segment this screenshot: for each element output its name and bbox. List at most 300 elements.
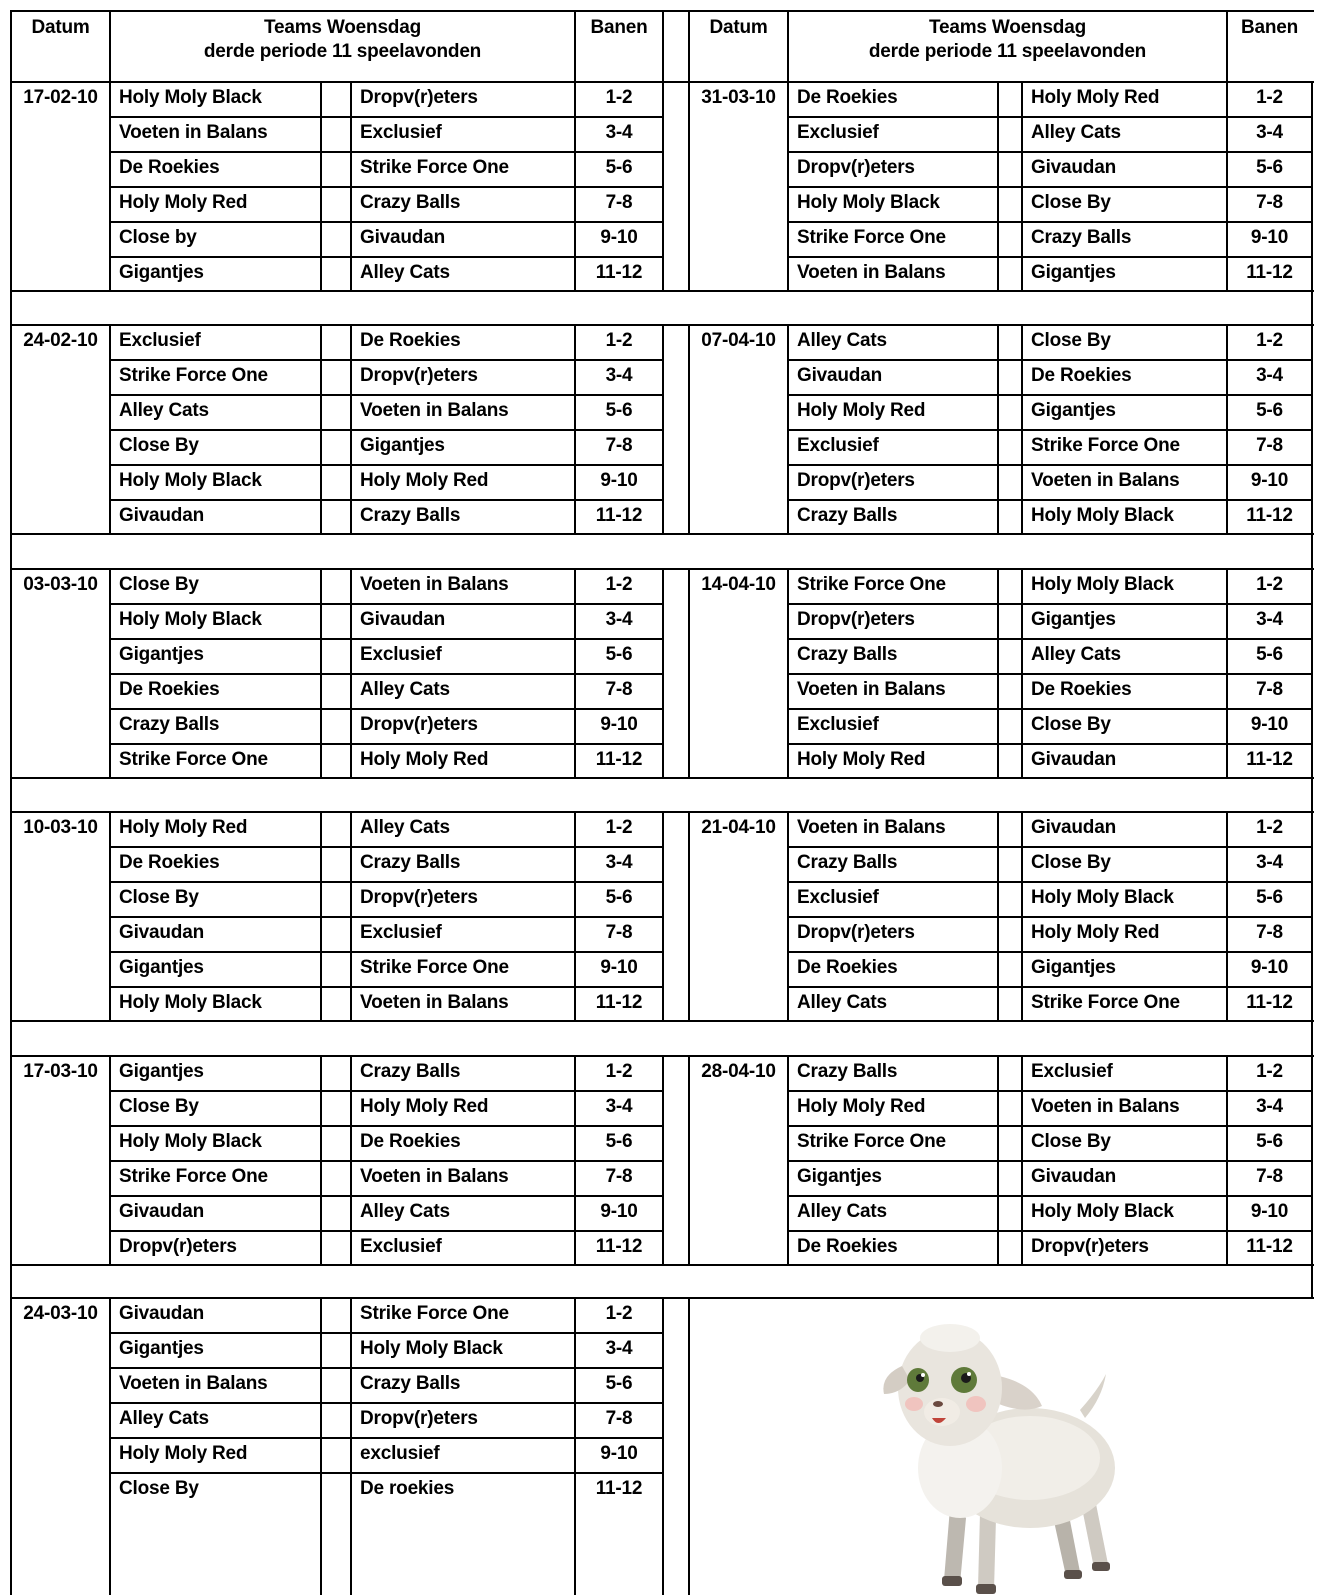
- lane-number: 1-2: [605, 1061, 633, 1082]
- team-away: Dropv(r)eters: [1031, 1236, 1149, 1257]
- team-home: Alley Cats: [797, 330, 887, 351]
- lane-number: 9-10: [600, 1201, 638, 1222]
- lane-number: 5-6: [605, 1373, 633, 1394]
- team-home: Holy Moly Red: [119, 192, 248, 213]
- block-top-border: [11, 324, 1314, 326]
- match-date: 14-04-10: [701, 574, 776, 595]
- team-away: Voeten in Balans: [360, 574, 509, 595]
- grid-line: [688, 1056, 690, 1265]
- team-away: Exclusief: [1031, 1061, 1113, 1082]
- team-away: Givaudan: [1031, 157, 1116, 178]
- team-home: Voeten in Balans: [797, 679, 946, 700]
- lane-number: 9-10: [1250, 470, 1289, 491]
- row-divider: [110, 1195, 663, 1197]
- lane-number: 5-6: [605, 157, 633, 178]
- team-home: Gigantjes: [119, 1338, 204, 1359]
- grid-line: [787, 10, 789, 82]
- team-home: Strike Force One: [797, 574, 946, 595]
- row-divider: [110, 1437, 663, 1439]
- lane-number: 7-8: [605, 192, 633, 213]
- team-home: Voeten in Balans: [797, 817, 946, 838]
- team-home: Holy Moly Black: [797, 192, 940, 213]
- grid-line: [688, 82, 690, 291]
- lane-number: 11-12: [595, 992, 643, 1013]
- team-home: Givaudan: [119, 922, 204, 943]
- team-home: Holy Moly Red: [797, 749, 926, 770]
- row-divider: [110, 603, 663, 605]
- team-home: De Roekies: [119, 679, 220, 700]
- team-home: Crazy Balls: [797, 852, 898, 873]
- team-away: Holy Moly Red: [360, 1096, 489, 1117]
- team-home: Holy Moly Black: [119, 609, 262, 630]
- match-date: 31-03-10: [701, 87, 776, 108]
- team-away: Crazy Balls: [1031, 227, 1132, 248]
- grid-line: [350, 1298, 352, 1595]
- lane-number: 3-4: [605, 122, 633, 143]
- row-divider: [110, 986, 663, 988]
- team-away: Voeten in Balans: [1031, 470, 1180, 491]
- team-home: Crazy Balls: [797, 644, 898, 665]
- match-date: 07-04-10: [701, 330, 776, 351]
- row-divider: [110, 1367, 663, 1369]
- team-home: Gigantjes: [119, 1061, 204, 1082]
- lamb-area-top-border: [689, 1297, 1314, 1299]
- lane-number: 11-12: [1246, 992, 1293, 1013]
- header-datum: Datum: [709, 17, 768, 38]
- team-away: Strike Force One: [360, 957, 509, 978]
- team-home: Voeten in Balans: [119, 1373, 268, 1394]
- team-home: Holy Moly Red: [119, 817, 248, 838]
- lane-number: 5-6: [1256, 887, 1283, 908]
- lane-number: 9-10: [600, 957, 638, 978]
- team-away: Holy Moly Red: [1031, 922, 1160, 943]
- team-home: Close By: [119, 887, 199, 908]
- header-teams-subtitle: derde periode 11 speelavonden: [203, 41, 482, 62]
- lane-number: 3-4: [1256, 1096, 1283, 1117]
- lane-number: 7-8: [1256, 192, 1283, 213]
- row-divider: [110, 186, 663, 188]
- team-home: Alley Cats: [119, 400, 209, 421]
- row-divider: [788, 1160, 1312, 1162]
- team-away: Crazy Balls: [360, 1061, 461, 1082]
- row-divider: [788, 603, 1312, 605]
- team-away: Crazy Balls: [360, 1373, 461, 1394]
- block-bottom-border: [11, 1020, 690, 1022]
- row-divider: [788, 916, 1312, 918]
- table-right-border: [1311, 534, 1313, 569]
- team-home: Close by: [119, 227, 197, 248]
- lane-number: 1-2: [1256, 817, 1283, 838]
- lane-number: 1-2: [605, 574, 633, 595]
- row-divider: [110, 916, 663, 918]
- row-divider: [788, 846, 1312, 848]
- team-home: Alley Cats: [797, 1201, 887, 1222]
- header-banen: Banen: [590, 17, 648, 38]
- row-divider: [110, 151, 663, 153]
- team-away: Strike Force One: [1031, 435, 1180, 456]
- row-divider: [788, 499, 1312, 501]
- row-divider: [110, 221, 663, 223]
- lane-number: 7-8: [1256, 922, 1283, 943]
- block-top-border: [11, 568, 1314, 570]
- team-home: Gigantjes: [119, 957, 204, 978]
- match-date: 28-04-10: [701, 1061, 776, 1082]
- team-away: Givaudan: [360, 227, 445, 248]
- team-away: Alley Cats: [360, 262, 450, 283]
- team-away: Voeten in Balans: [360, 992, 509, 1013]
- grid-line: [688, 10, 690, 82]
- match-date: 03-03-10: [23, 574, 98, 595]
- row-divider: [788, 673, 1312, 675]
- lane-number: 11-12: [1246, 262, 1293, 283]
- team-away: Close By: [1031, 714, 1111, 735]
- row-divider: [788, 359, 1312, 361]
- team-away: Exclusief: [360, 922, 442, 943]
- team-away: Givaudan: [1031, 817, 1116, 838]
- row-divider: [788, 881, 1312, 883]
- team-home: Holy Moly Black: [119, 87, 262, 108]
- lane-number: 11-12: [595, 749, 643, 770]
- team-home: De Roekies: [119, 852, 220, 873]
- row-divider: [788, 743, 1312, 745]
- lane-number: 5-6: [1256, 400, 1283, 421]
- lane-number: 3-4: [1256, 609, 1283, 630]
- team-away: Gigantjes: [1031, 262, 1116, 283]
- row-divider: [788, 708, 1312, 710]
- row-divider: [110, 1230, 663, 1232]
- row-divider: [788, 116, 1312, 118]
- team-away: Exclusief: [360, 122, 442, 143]
- team-away: Alley Cats: [360, 679, 450, 700]
- team-home: Strike Force One: [119, 1166, 268, 1187]
- row-divider: [788, 394, 1312, 396]
- lane-number: 5-6: [605, 1131, 633, 1152]
- row-divider: [110, 359, 663, 361]
- team-home: Dropv(r)eters: [797, 157, 915, 178]
- match-date: 17-02-10: [23, 87, 98, 108]
- lane-number: 3-4: [605, 365, 633, 386]
- team-home: Dropv(r)eters: [119, 1236, 237, 1257]
- team-away: Crazy Balls: [360, 505, 461, 526]
- team-away: Alley Cats: [360, 817, 450, 838]
- block-bottom-border: [11, 1264, 690, 1266]
- team-away: Holy Moly Red: [360, 749, 489, 770]
- lane-number: 9-10: [1250, 1201, 1289, 1222]
- team-home: De Roekies: [797, 1236, 898, 1257]
- block-bottom-border: [11, 777, 690, 779]
- block-bottom-border: [689, 533, 1314, 535]
- team-away: Dropv(r)eters: [360, 714, 478, 735]
- team-away: De roekies: [360, 1478, 455, 1499]
- team-home: Exclusief: [797, 122, 879, 143]
- team-away: Close By: [1031, 852, 1111, 873]
- row-divider: [788, 256, 1312, 258]
- team-away: Strike Force One: [360, 157, 509, 178]
- team-away: Alley Cats: [360, 1201, 450, 1222]
- team-away: Holy Moly Red: [360, 470, 489, 491]
- row-divider: [110, 673, 663, 675]
- team-away: De Roekies: [360, 1131, 461, 1152]
- lane-number: 1-2: [605, 330, 633, 351]
- team-away: Exclusief: [360, 1236, 442, 1257]
- lane-number: 5-6: [1256, 157, 1283, 178]
- lane-number: 11-12: [595, 1478, 643, 1499]
- team-away: Givaudan: [1031, 1166, 1116, 1187]
- row-divider: [788, 1230, 1312, 1232]
- row-divider: [788, 638, 1312, 640]
- team-home: De Roekies: [797, 87, 898, 108]
- team-home: Close By: [119, 1478, 199, 1499]
- team-away: Close By: [1031, 330, 1111, 351]
- team-home: Givaudan: [797, 365, 882, 386]
- grid-line: [688, 1298, 690, 1595]
- team-away: Voeten in Balans: [360, 400, 509, 421]
- team-away: Holy Moly Black: [1031, 505, 1174, 526]
- row-divider: [788, 1090, 1312, 1092]
- team-away: Close By: [1031, 192, 1111, 213]
- team-home: Gigantjes: [119, 644, 204, 665]
- team-home: Exclusief: [797, 435, 879, 456]
- row-divider: [788, 151, 1312, 153]
- lane-number: 7-8: [1256, 679, 1283, 700]
- lane-number: 1-2: [1256, 87, 1283, 108]
- team-away: Gigantjes: [1031, 400, 1116, 421]
- block-top-border: [11, 811, 1314, 813]
- team-away: De Roekies: [1031, 679, 1132, 700]
- lane-number: 11-12: [595, 1236, 643, 1257]
- lane-number: 9-10: [1250, 714, 1289, 735]
- team-home: Gigantjes: [119, 262, 204, 283]
- lane-number: 9-10: [600, 470, 638, 491]
- row-divider: [788, 429, 1312, 431]
- team-away: Gigantjes: [1031, 609, 1116, 630]
- team-home: Dropv(r)eters: [797, 470, 915, 491]
- row-divider: [110, 638, 663, 640]
- team-home: Strike Force One: [119, 365, 268, 386]
- lane-number: 3-4: [605, 609, 633, 630]
- row-divider: [788, 1125, 1312, 1127]
- row-divider: [110, 743, 663, 745]
- team-away: Voeten in Balans: [360, 1166, 509, 1187]
- table-left-border: [10, 10, 12, 1595]
- row-divider: [788, 464, 1312, 466]
- lane-number: 1-2: [1256, 574, 1283, 595]
- team-home: Alley Cats: [119, 1408, 209, 1429]
- team-home: Alley Cats: [797, 992, 887, 1013]
- lane-number: 7-8: [605, 679, 633, 700]
- grid-line: [662, 10, 664, 82]
- team-home: Close By: [119, 1096, 199, 1117]
- block-bottom-border: [689, 1264, 1314, 1266]
- lane-number: 7-8: [1256, 1166, 1283, 1187]
- lane-number: 1-2: [605, 1303, 633, 1324]
- block-bottom-border: [689, 1020, 1314, 1022]
- team-home: Exclusief: [797, 714, 879, 735]
- lane-number: 5-6: [1256, 1131, 1283, 1152]
- lane-number: 3-4: [1256, 852, 1283, 873]
- grid-line: [688, 812, 690, 1021]
- team-home: Close By: [119, 435, 199, 456]
- row-divider: [110, 1332, 663, 1334]
- row-divider: [788, 221, 1312, 223]
- lane-number: 1-2: [1256, 330, 1283, 351]
- team-away: De Roekies: [1031, 365, 1132, 386]
- team-home: Crazy Balls: [797, 505, 898, 526]
- lane-number: 9-10: [600, 227, 638, 248]
- team-home: Exclusief: [119, 330, 201, 351]
- lane-number: 11-12: [1246, 1236, 1293, 1257]
- header-teams-subtitle: derde periode 11 speelavonden: [868, 41, 1147, 62]
- team-away: Holy Moly Black: [1031, 887, 1174, 908]
- lane-number: 7-8: [605, 1166, 633, 1187]
- row-divider: [110, 1125, 663, 1127]
- team-away: exclusief: [360, 1443, 440, 1464]
- grid-line: [109, 10, 111, 82]
- grid-line: [109, 1298, 111, 1595]
- row-divider: [788, 1195, 1312, 1197]
- table-right-border: [1311, 1265, 1313, 1298]
- grid-line: [574, 10, 576, 82]
- team-away: Givaudan: [360, 609, 445, 630]
- lane-number: 7-8: [605, 435, 633, 456]
- team-home: Strike Force One: [797, 1131, 946, 1152]
- team-home: Holy Moly Black: [119, 992, 262, 1013]
- team-home: Voeten in Balans: [119, 122, 268, 143]
- row-divider: [788, 986, 1312, 988]
- lane-number: 1-2: [605, 87, 633, 108]
- header-datum: Datum: [31, 17, 90, 38]
- lane-number: 5-6: [605, 644, 633, 665]
- row-divider: [110, 394, 663, 396]
- table-right-border: [1311, 778, 1313, 812]
- team-away: Crazy Balls: [360, 192, 461, 213]
- team-away: Holy Moly Red: [1031, 87, 1160, 108]
- team-home: Dropv(r)eters: [797, 609, 915, 630]
- lane-number: 3-4: [605, 852, 633, 873]
- team-away: Dropv(r)eters: [360, 1408, 478, 1429]
- team-home: De Roekies: [797, 957, 898, 978]
- team-away: Alley Cats: [1031, 122, 1121, 143]
- team-away: Dropv(r)eters: [360, 87, 478, 108]
- team-home: Crazy Balls: [119, 714, 220, 735]
- lane-number: 1-2: [1256, 1061, 1283, 1082]
- lane-number: 3-4: [605, 1096, 633, 1117]
- team-away: Dropv(r)eters: [360, 887, 478, 908]
- team-away: Strike Force One: [1031, 992, 1180, 1013]
- table-right-border: [1311, 291, 1313, 325]
- lane-number: 5-6: [605, 887, 633, 908]
- lane-number: 7-8: [605, 922, 633, 943]
- grid-line: [688, 569, 690, 778]
- team-away: De Roekies: [360, 330, 461, 351]
- team-home: Exclusief: [797, 887, 879, 908]
- team-home: Holy Moly Red: [797, 1096, 926, 1117]
- team-home: Givaudan: [119, 1303, 204, 1324]
- team-away: Givaudan: [1031, 749, 1116, 770]
- grid-line: [1226, 10, 1228, 82]
- row-divider: [110, 1402, 663, 1404]
- team-away: Close By: [1031, 1131, 1111, 1152]
- lane-number: 9-10: [600, 1443, 638, 1464]
- team-home: Dropv(r)eters: [797, 922, 915, 943]
- row-divider: [110, 1090, 663, 1092]
- block-top-border: [11, 1297, 690, 1299]
- lane-number: 11-12: [595, 505, 643, 526]
- row-divider: [110, 1472, 663, 1474]
- team-home: Holy Moly Black: [119, 1131, 262, 1152]
- table-right-border: [1311, 1021, 1313, 1056]
- block-bottom-border: [11, 290, 690, 292]
- row-divider: [110, 1160, 663, 1162]
- match-date: 10-03-10: [23, 817, 98, 838]
- block-bottom-border: [689, 290, 1314, 292]
- lane-number: 5-6: [605, 400, 633, 421]
- team-home: Givaudan: [119, 1201, 204, 1222]
- lane-number: 9-10: [1250, 957, 1289, 978]
- lane-number: 3-4: [1256, 122, 1283, 143]
- team-home: Strike Force One: [119, 749, 268, 770]
- lane-number: 5-6: [1256, 644, 1283, 665]
- row-divider: [788, 186, 1312, 188]
- team-away: Exclusief: [360, 644, 442, 665]
- team-away: Voeten in Balans: [1031, 1096, 1180, 1117]
- lane-number: 3-4: [605, 1338, 633, 1359]
- lane-number: 11-12: [595, 262, 643, 283]
- team-home: Givaudan: [119, 505, 204, 526]
- header-teams-title: Teams Woensdag: [929, 17, 1086, 38]
- row-divider: [110, 464, 663, 466]
- team-away: Holy Moly Black: [1031, 574, 1174, 595]
- match-date: 17-03-10: [23, 1061, 98, 1082]
- block-bottom-border: [11, 533, 690, 535]
- team-home: Holy Moly Red: [797, 400, 926, 421]
- row-divider: [110, 116, 663, 118]
- block-top-border: [11, 1055, 1314, 1057]
- lane-number: 7-8: [605, 1408, 633, 1429]
- team-away: Alley Cats: [1031, 644, 1121, 665]
- block-bottom-border: [689, 777, 1314, 779]
- team-away: Gigantjes: [360, 435, 445, 456]
- row-divider: [110, 846, 663, 848]
- lamb-illustration: [880, 1318, 1120, 1595]
- team-home: Holy Moly Red: [119, 1443, 248, 1464]
- lane-number: 7-8: [1256, 435, 1283, 456]
- row-divider: [110, 708, 663, 710]
- row-divider: [110, 429, 663, 431]
- team-home: De Roekies: [119, 157, 220, 178]
- match-date: 21-04-10: [701, 817, 776, 838]
- lane-number: 9-10: [1250, 227, 1289, 248]
- team-away: Holy Moly Black: [360, 1338, 503, 1359]
- lane-number: 11-12: [1246, 749, 1293, 770]
- team-home: Voeten in Balans: [797, 262, 946, 283]
- lane-number: 1-2: [605, 817, 633, 838]
- team-home: Strike Force One: [797, 227, 946, 248]
- grid-line: [320, 1298, 322, 1595]
- row-divider: [110, 499, 663, 501]
- team-away: Dropv(r)eters: [360, 365, 478, 386]
- team-home: Crazy Balls: [797, 1061, 898, 1082]
- lane-number: 9-10: [600, 714, 638, 735]
- grid-line: [688, 325, 690, 534]
- team-away: Gigantjes: [1031, 957, 1116, 978]
- team-away: Holy Moly Black: [1031, 1201, 1174, 1222]
- header-banen: Banen: [1240, 17, 1299, 38]
- team-away: Crazy Balls: [360, 852, 461, 873]
- team-home: Close By: [119, 574, 199, 595]
- team-home: Gigantjes: [797, 1166, 882, 1187]
- match-date: 24-03-10: [23, 1303, 98, 1324]
